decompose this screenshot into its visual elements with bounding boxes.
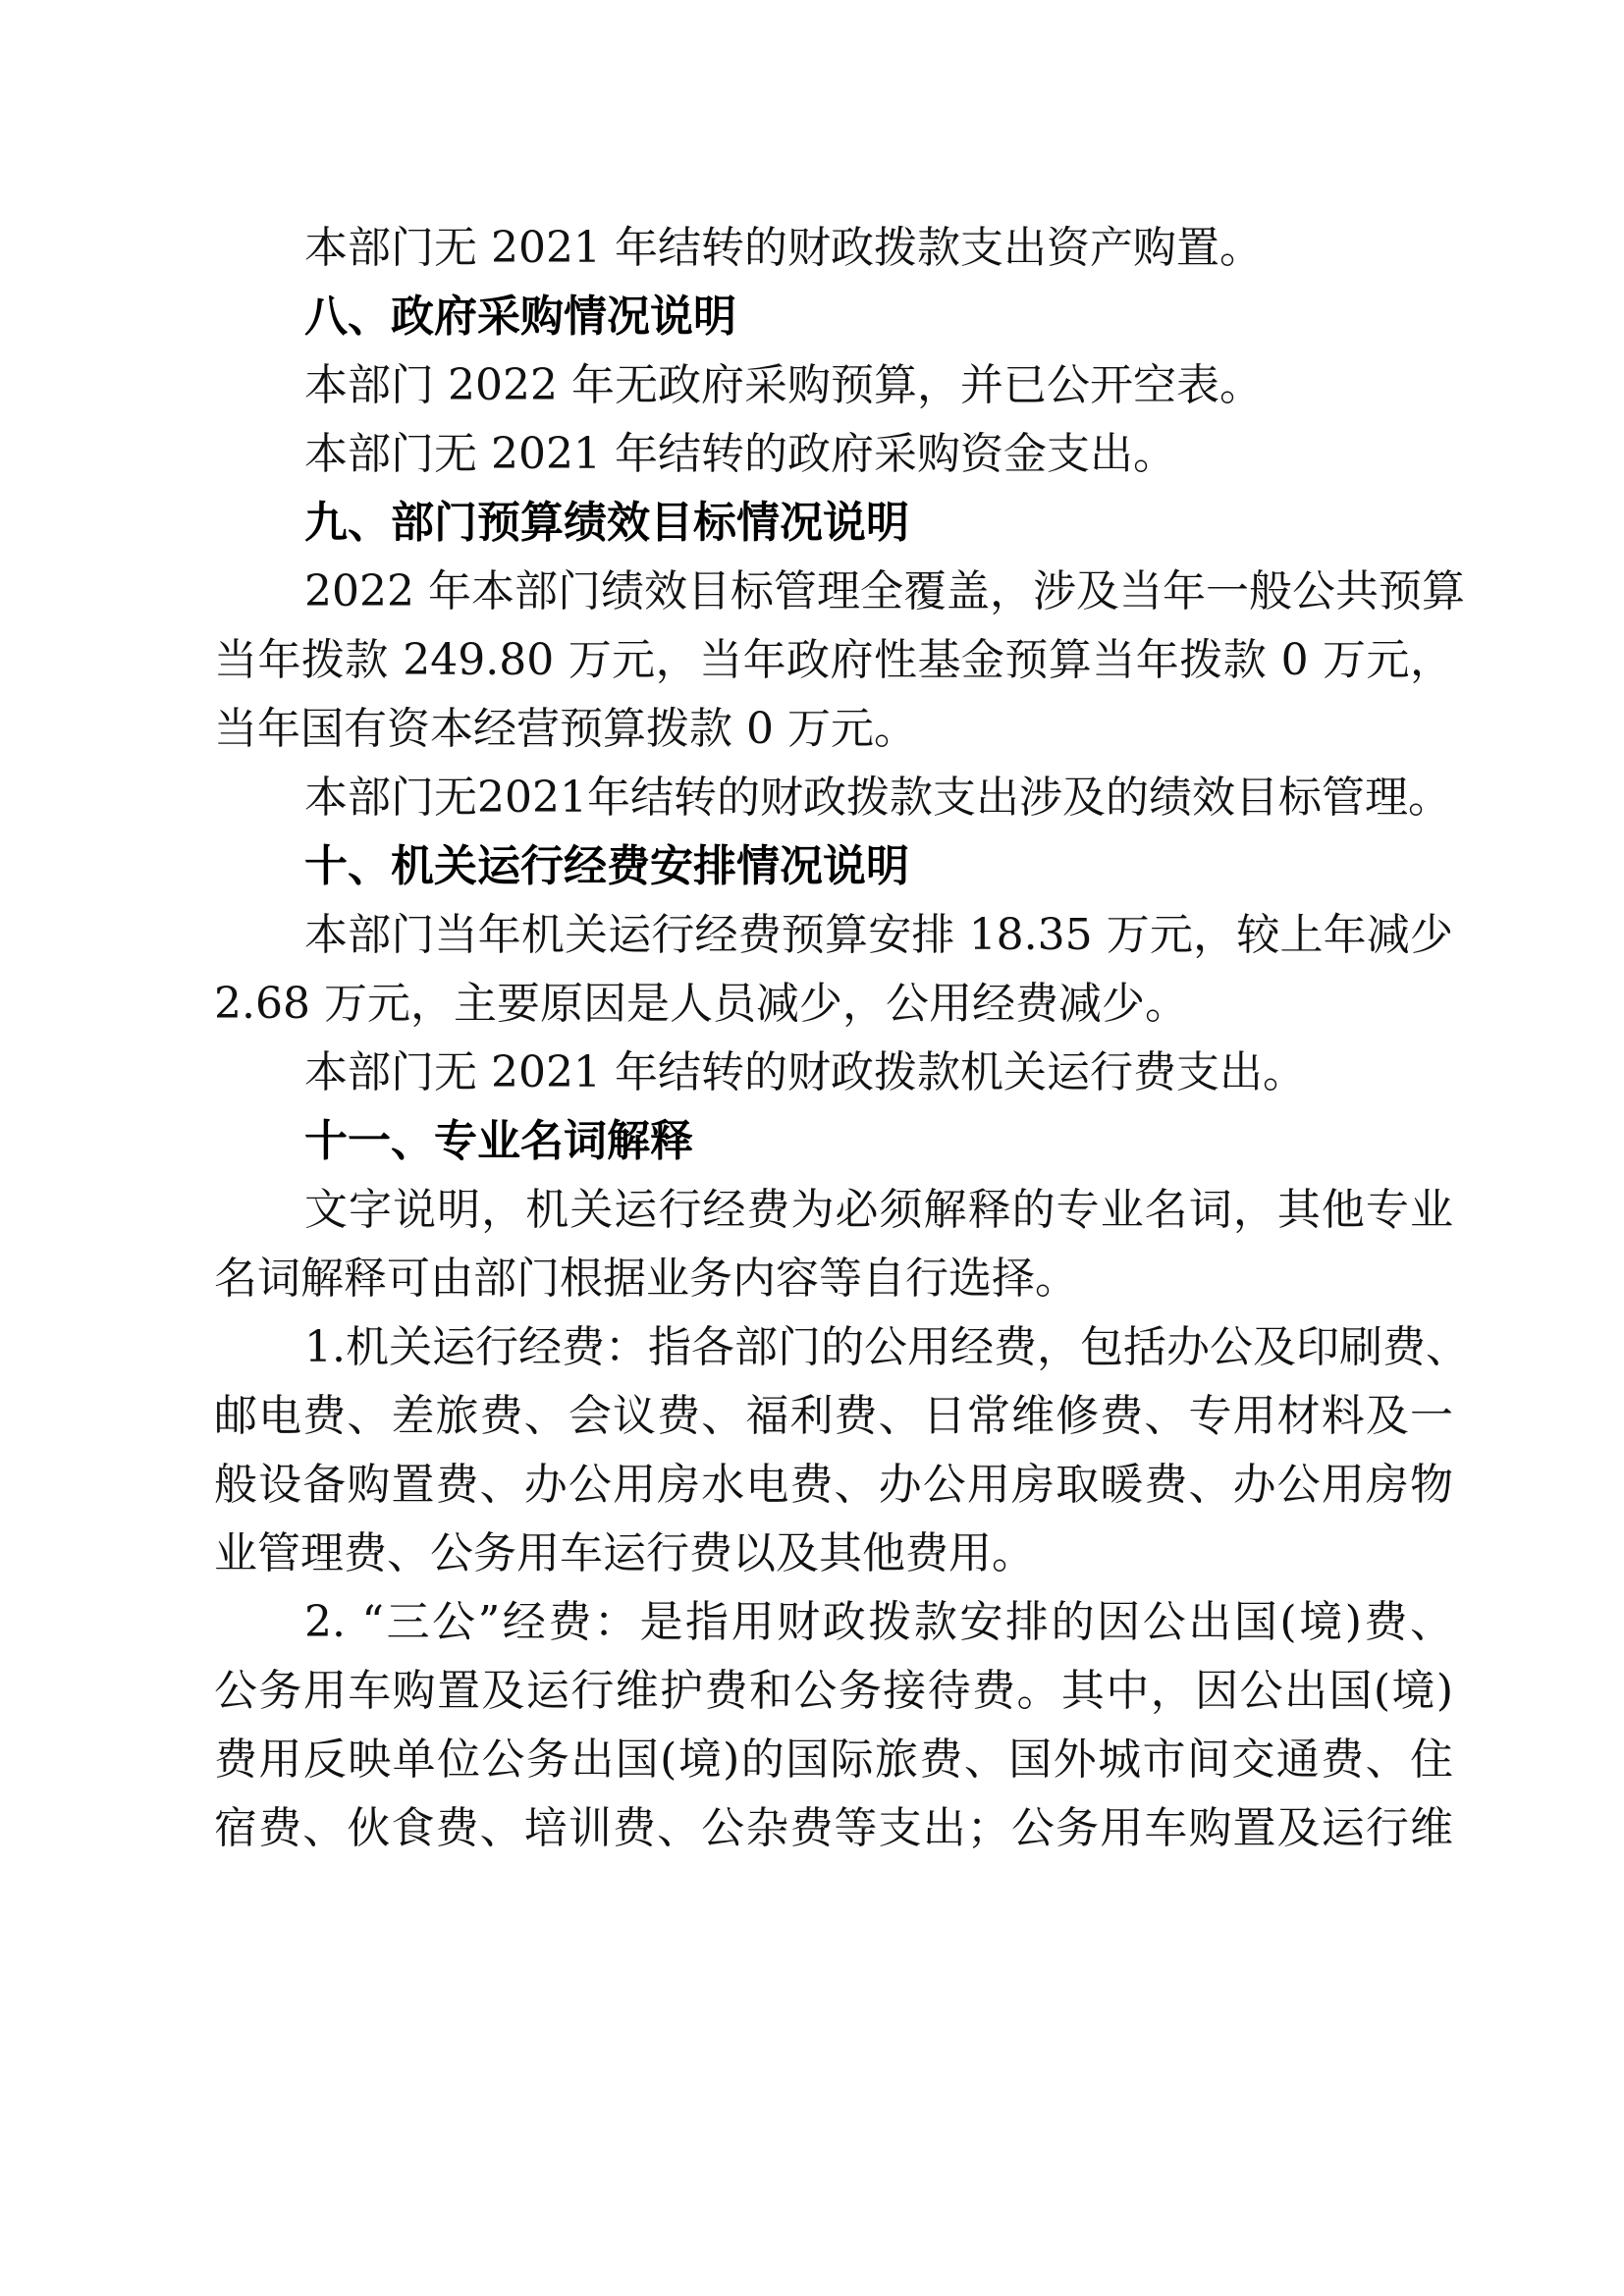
paragraph-line: 本部门无2021年结转的财政拨款支出涉及的绩效目标管理。 [304,773,1451,823]
paragraph-line: 般设备购置费、办公用房水电费、办公用房取暖费、办公用房物 [214,1460,1453,1510]
document-body [214,214,1469,1863]
paragraph-line: 公务用车购置及运行维护费和公务接待费。其中，因公出国(境) [214,1666,1453,1716]
paragraph-line: 邮电费、差旅费、会议费、福利费、日常维修费、专用材料及一 [214,1391,1453,1441]
paragraph-line: 当年国有资本经营预算拨款 0 万元。 [214,704,917,754]
section-heading-10: 十、机关运行经费安排情况说明 [304,841,909,891]
paragraph-line: 费用反映单位公务出国(境)的国际旅费、国外城市间交通费、住 [214,1735,1453,1785]
paragraph-line: 本部门 2022 年无政府采购预算，并已公开空表。 [304,360,1263,410]
section-heading-11: 十一、专业名词解释 [304,1116,693,1166]
paragraph-line: 名词解释可由部门根据业务内容等自行选择。 [214,1254,1078,1304]
paragraph-line: 文字说明，机关运行经费为必须解释的专业名词，其他专业 [304,1185,1453,1235]
paragraph-line: 2. “三公”经费：是指用财政拨款安排的因公出国(境)费、 [304,1597,1453,1647]
paragraph-line: 当年拨款 249.80 万元，当年政府性基金预算当年拨款 0 万元， [214,635,1453,685]
paragraph-line: 1.机关运行经费：指各部门的公用经费，包括办公及印刷费、 [304,1322,1469,1372]
paragraph-line: 本部门无 2021 年结转的财政拨款机关运行费支出。 [304,1047,1306,1097]
paragraph-line: 本部门无 2021 年结转的财政拨款支出资产购置。 [304,223,1263,273]
paragraph-line: 宿费、伙食费、培训费、公杂费等支出；公务用车购置及运行维 [214,1803,1453,1853]
paragraph-line: 业管理费、公务用车运行费以及其他费用。 [214,1528,1035,1578]
paragraph-line: 本部门无 2021 年结转的政府采购资金支出。 [304,429,1176,479]
paragraph-line: 本部门当年机关运行经费预算安排 18.35 万元，较上年减少 [304,910,1453,960]
section-heading-8: 八、政府采购情况说明 [304,292,736,342]
paragraph-line: 2.68 万元，主要原因是人员减少，公用经费减少。 [214,979,1188,1029]
paragraph-line: 2022 年本部门绩效目标管理全覆盖，涉及当年一般公共预算 [304,566,1465,616]
section-heading-9: 九、部门预算绩效目标情况说明 [304,498,909,548]
